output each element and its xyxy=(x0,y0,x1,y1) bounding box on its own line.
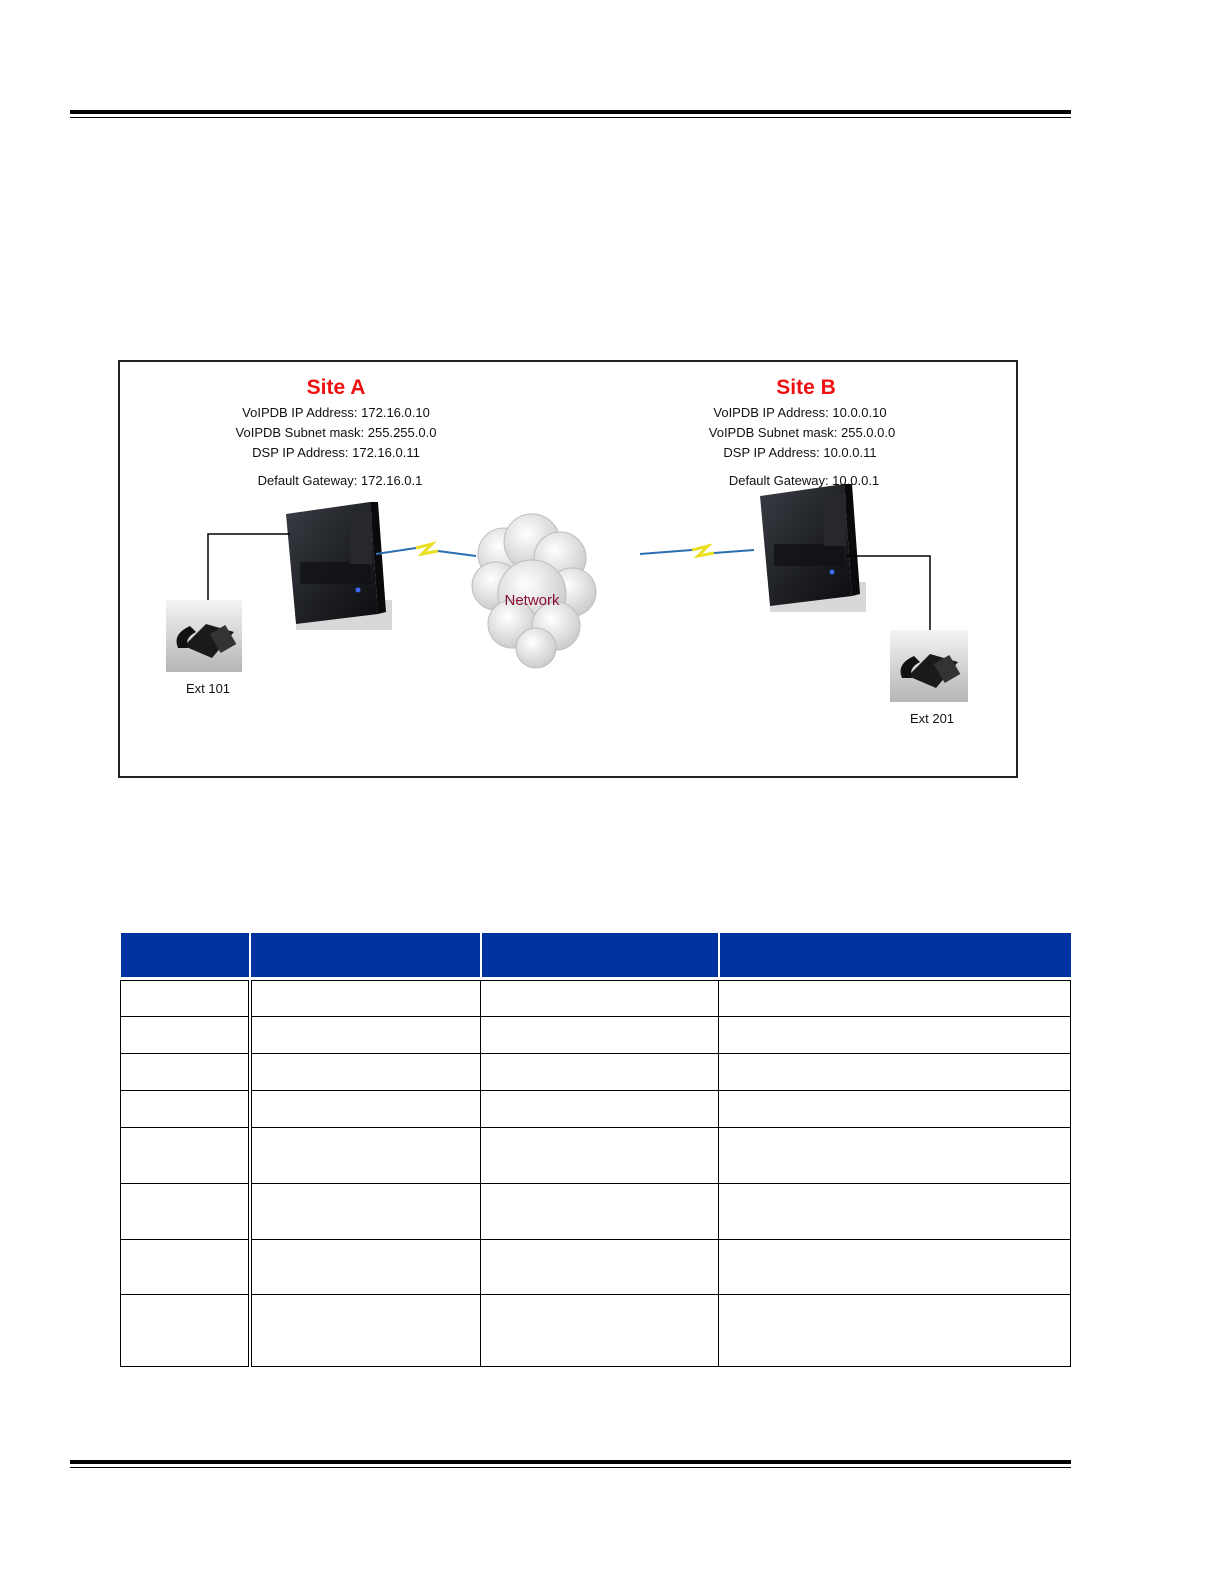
table-cell xyxy=(719,1091,1071,1128)
table-cell xyxy=(719,1017,1071,1054)
table-cell xyxy=(250,1184,481,1240)
table-cell xyxy=(481,1017,719,1054)
table-cell xyxy=(250,1295,481,1367)
header-rule xyxy=(70,110,1071,118)
site-a-title: Site A xyxy=(306,376,366,399)
table-row xyxy=(121,981,1071,1017)
table-header-cell xyxy=(481,933,719,977)
table-header-row xyxy=(121,933,1071,977)
table-cell xyxy=(481,1128,719,1184)
table-cell xyxy=(250,1128,481,1184)
footer-rule xyxy=(70,1460,1071,1468)
site-a-pbx-icon xyxy=(286,502,392,630)
table-cell xyxy=(250,1091,481,1128)
table-header-cell xyxy=(719,933,1071,977)
table-cell xyxy=(121,1240,250,1295)
table-cell xyxy=(250,981,481,1017)
ext-201-label: Ext 201 xyxy=(909,711,955,726)
site-a-phone-cable xyxy=(208,534,290,600)
table-cell xyxy=(121,1017,250,1054)
table-row xyxy=(121,1091,1071,1128)
network-diagram xyxy=(118,360,1018,778)
table-cell xyxy=(121,1054,250,1091)
table-cell xyxy=(121,1091,250,1128)
ext-201-phone-icon xyxy=(890,630,968,702)
table-row xyxy=(121,1017,1071,1054)
site-b-wan-link xyxy=(640,546,754,556)
site-a-voipdb-subnet: VoIPDB Subnet mask: 255.255.0.0 xyxy=(235,425,437,440)
table-cell xyxy=(481,981,719,1017)
site-a-wan-link xyxy=(376,544,476,556)
table-cell xyxy=(250,1054,481,1091)
table-cell xyxy=(481,1240,719,1295)
table-cell xyxy=(121,981,250,1017)
table-row xyxy=(121,1295,1071,1367)
table-cell xyxy=(121,1128,250,1184)
table-row xyxy=(121,1128,1071,1184)
site-b-dsp-ip: DSP IP Address: 10.0.0.11 xyxy=(723,445,877,460)
table-row xyxy=(121,1240,1071,1295)
site-b-pbx-icon xyxy=(760,484,866,612)
table-cell xyxy=(250,1240,481,1295)
site-a-default-gateway: Default Gateway: 172.16.0.1 xyxy=(257,473,423,488)
site-b-title: Site B xyxy=(776,376,836,399)
ext-101-phone-icon xyxy=(166,600,242,672)
table-cell xyxy=(481,1184,719,1240)
table-cell xyxy=(719,1240,1071,1295)
table-cell xyxy=(719,1128,1071,1184)
network-label: Network xyxy=(504,592,560,609)
table-cell xyxy=(719,1054,1071,1091)
table-cell xyxy=(719,981,1071,1017)
table-cell xyxy=(121,1295,250,1367)
table-header-cell xyxy=(250,933,481,977)
site-a-voipdb-ip: VoIPDB IP Address: 172.16.0.10 xyxy=(242,405,430,420)
table-row xyxy=(121,1054,1071,1091)
table-cell xyxy=(481,1295,719,1367)
site-b-voipdb-subnet: VoIPDB Subnet mask: 255.0.0.0 xyxy=(708,425,896,440)
site-b-voipdb-ip: VoIPDB IP Address: 10.0.0.10 xyxy=(713,405,887,420)
table-cell xyxy=(719,1184,1071,1240)
network-cloud-icon xyxy=(472,514,596,668)
table-cell xyxy=(121,1184,250,1240)
table-cell xyxy=(719,1295,1071,1367)
table-row xyxy=(121,1184,1071,1240)
site-b-default-gateway: Default Gateway: 10.0.0.1 xyxy=(728,473,880,488)
table-header-cell xyxy=(121,933,250,977)
configuration-table xyxy=(120,933,1071,1367)
table-cell xyxy=(481,1054,719,1091)
site-a-dsp-ip: DSP IP Address: 172.16.0.11 xyxy=(252,445,420,460)
table-cell xyxy=(250,1017,481,1054)
ext-101-label: Ext 101 xyxy=(185,681,231,696)
table-cell xyxy=(481,1091,719,1128)
